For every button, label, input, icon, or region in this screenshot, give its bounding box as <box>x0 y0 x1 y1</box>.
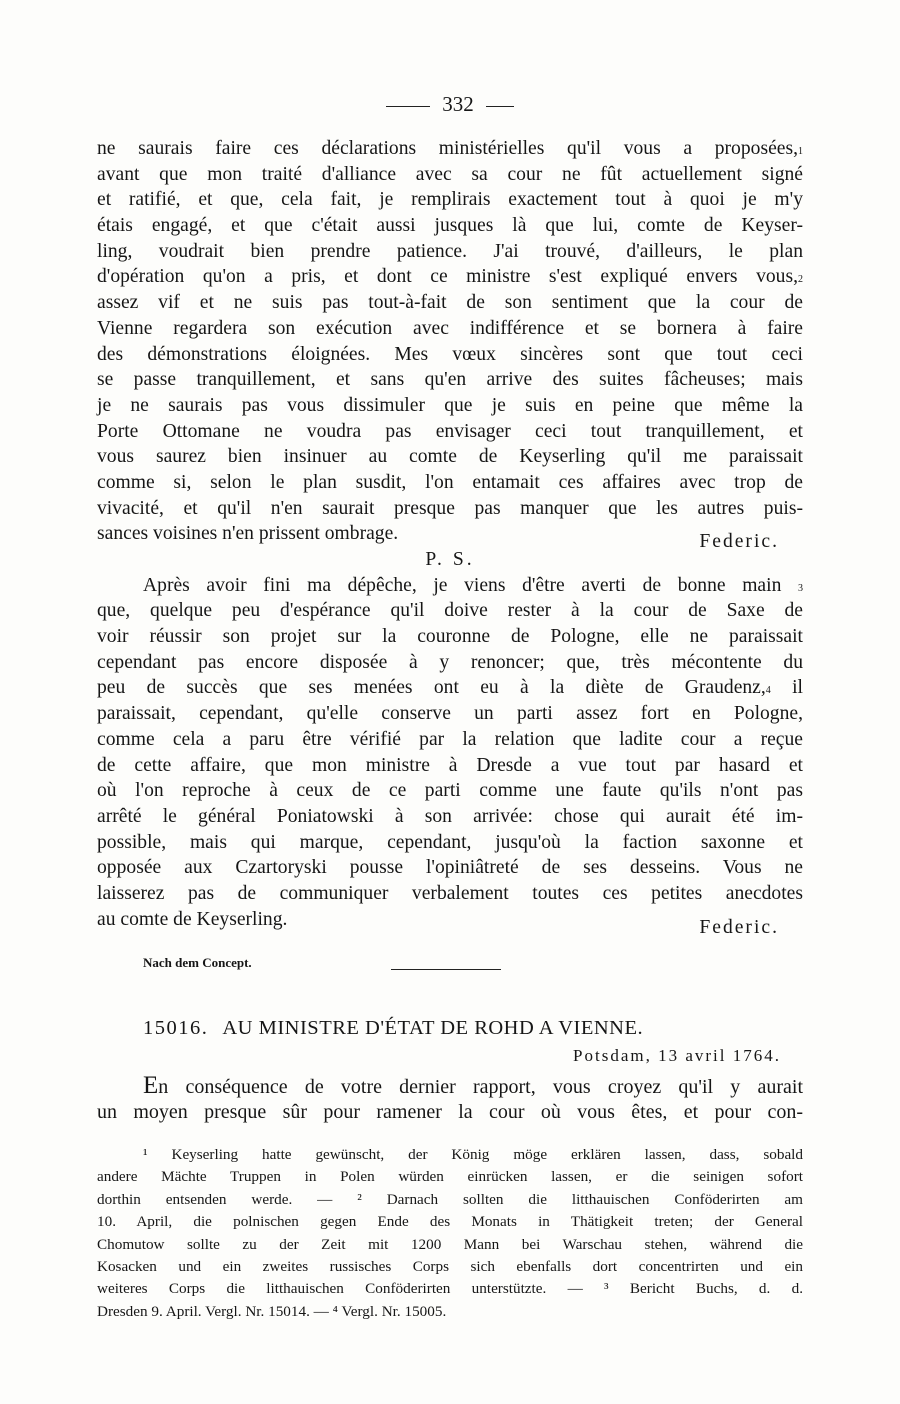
text-line: Porte Ottomane ne voudra pas envisager ceci tout tranquillement, et <box>97 420 803 442</box>
text-line: arrêté le général Poniatowski à son arrivée: chose qui aurait été im- <box>97 805 803 827</box>
footnotes <box>97 1144 803 1323</box>
source-note: Nach dem Concept. <box>143 955 252 970</box>
text-line: et ratifié, et que, cela fait, je remplirais exactement tout à quoi je m'y <box>97 189 803 211</box>
text-line: je ne saurais pas vous dissimuler que je suis en peine que même la <box>97 394 803 416</box>
document-page <box>97 0 803 1404</box>
text-line: des démonstrations éloignées. Mes vœux sincères sont que tout ceci <box>97 343 803 365</box>
text-line: laisserez pas de communiquer verbalement toutes ces petites anecdotes <box>97 882 803 904</box>
text-line-with-signature: sances voisines n'en prissent ombrage. Federic. <box>97 521 803 547</box>
footnote-line: Kosacken und ein zweites russisches Corps sich ebenfalls dort concentrirten und ein <box>97 1257 803 1275</box>
document-heading <box>143 1017 643 1040</box>
footnote-line: Dresden 9. April. Vergl. Nr. 15014. — ⁴ Vergl. Nr. 15005. <box>97 1302 447 1320</box>
footnote-marker: 4 <box>765 685 771 697</box>
document-number: 15016. <box>143 1017 209 1039</box>
section-divider <box>391 969 501 970</box>
text-line: ling, voudrait bien prendre patience. J'ai trouvé, d'ailleurs, le plan <box>97 240 803 262</box>
text-line: d'opération qu'on a pris, et dont ce ministre s'est expliqué envers vous,$^2$ <box>97 266 803 288</box>
text-line: étais engagé, et que c'était aussi jusques là que lui, comte de Keyser- <box>97 215 803 237</box>
footnote-line: Chomutow sollte zu der Zeit mit 1200 Mann bei Warschau stehen, während die <box>97 1235 803 1253</box>
page-header <box>97 92 803 117</box>
text-line: possible, mais qui marque, cependant, jusqu'où la faction saxonne et <box>97 831 803 853</box>
text-line: où l'on reproche à ceux de ce parti comme une faute qu'ils n'ont pas <box>97 780 803 802</box>
signature: Federic. <box>699 916 779 938</box>
text-line: peu de succès que ses menées ont eu à la diète de Graudenz,$^4$ il <box>97 677 803 699</box>
text-line: vivacité, et qu'il n'en saurait presque pas manquer que les autres puis- <box>97 497 803 519</box>
text-line: assez vif et ne suis pas tout-à-fait de son sentiment que la cour de <box>97 292 803 314</box>
footnote-line: andere Mächte Truppen in Polen würden einrücken lassen, er die seinigen sofort <box>97 1168 803 1186</box>
text-line: de cette affaire, que mon ministre à Dresde a vue tout par hasard et <box>97 754 803 776</box>
initial-letter: E <box>143 1072 159 1099</box>
footnote-marker: 1 <box>798 146 803 157</box>
footnote-marker: 3 <box>798 582 803 594</box>
text-line: opposée aux Czartoryski pousse l'opiniâtreté de ses desseins. Vous ne <box>97 857 803 879</box>
letter-body <box>97 136 803 938</box>
page-number: 332 <box>442 92 474 116</box>
document-title: AU MINISTRE D'ÉTAT DE ROHD A VIENNE. <box>222 1017 644 1039</box>
footnote-marker: 2 <box>798 274 803 286</box>
text-line: vous saurez bien insinuer au comte de Keyserling qu'il me paraissait <box>97 446 803 468</box>
text-line: se passe tranquillement, et sans qu'en arrive des suites fâcheuses; mais <box>97 369 803 391</box>
signature: Federic. <box>699 531 779 553</box>
text-line: que, quelque peu d'espérance qu'il doive rester à la cour de Saxe de <box>97 600 803 622</box>
header-rule-left <box>386 106 430 107</box>
document-body <box>97 1072 803 1126</box>
text-line: avant que mon traité d'alliance avec sa cour ne fût actuellement signé <box>97 163 803 185</box>
text-line: paraissait, cependant, qu'elle conserve un parti assez fort en Pologne, <box>97 703 803 725</box>
postscript-heading: P. S. <box>425 549 475 570</box>
text-line: voir réussir son projet sur la couronne de Pologne, elle ne paraissait <box>97 626 803 648</box>
footnote-line: 10. April, die polnischen gegen Ende des Monats in Thätigkeit treten; der General <box>97 1213 803 1231</box>
footnote-line: dorthin entsenden werde. — ² Darnach sollten die litthauischen Conföderirten am <box>97 1190 803 1208</box>
text-line: cependant pas encore disposée à y renoncer; que, très mécontente du <box>97 651 803 673</box>
text-line: comme si, selon le plan susdit, l'on entamait ces affaires avec trop de <box>97 471 803 493</box>
text-line: Vienne regardera son exécution avec indifférence et se bornera à faire <box>97 317 803 339</box>
text-line: ne saurais faire ces déclarations ministérielles qu'il vous a proposées,$^1$ <box>97 138 803 159</box>
text-line: Après avoir fini ma dépêche, je viens d'être averti de bonne main $^3$ <box>143 574 803 596</box>
footnote-line: weiteres Corps die litthauischen Conföderirten unterstützte. — ³ Bericht Buchs, d. d. <box>97 1280 803 1298</box>
text-line: comme cela a paru être vérifié par la relation que ladite cour a reçue <box>97 728 803 750</box>
footnote-line: ¹ Keyserling hatte gewünscht, der König möge erklären lassen, dass, sobald <box>143 1146 803 1163</box>
header-rule-right <box>486 106 514 107</box>
text-line: un moyen presque sûr pour ramener la cour où vous êtes, et pour con- <box>97 1101 803 1123</box>
dateline: Potsdam, 13 avril 1764. <box>573 1046 781 1065</box>
text-line-with-signature: au comte de Keyserling. Federic. <box>97 907 803 933</box>
text-line: En conséquence de votre dernier rapport, vous croyez qu'il y aurait <box>143 1072 803 1099</box>
